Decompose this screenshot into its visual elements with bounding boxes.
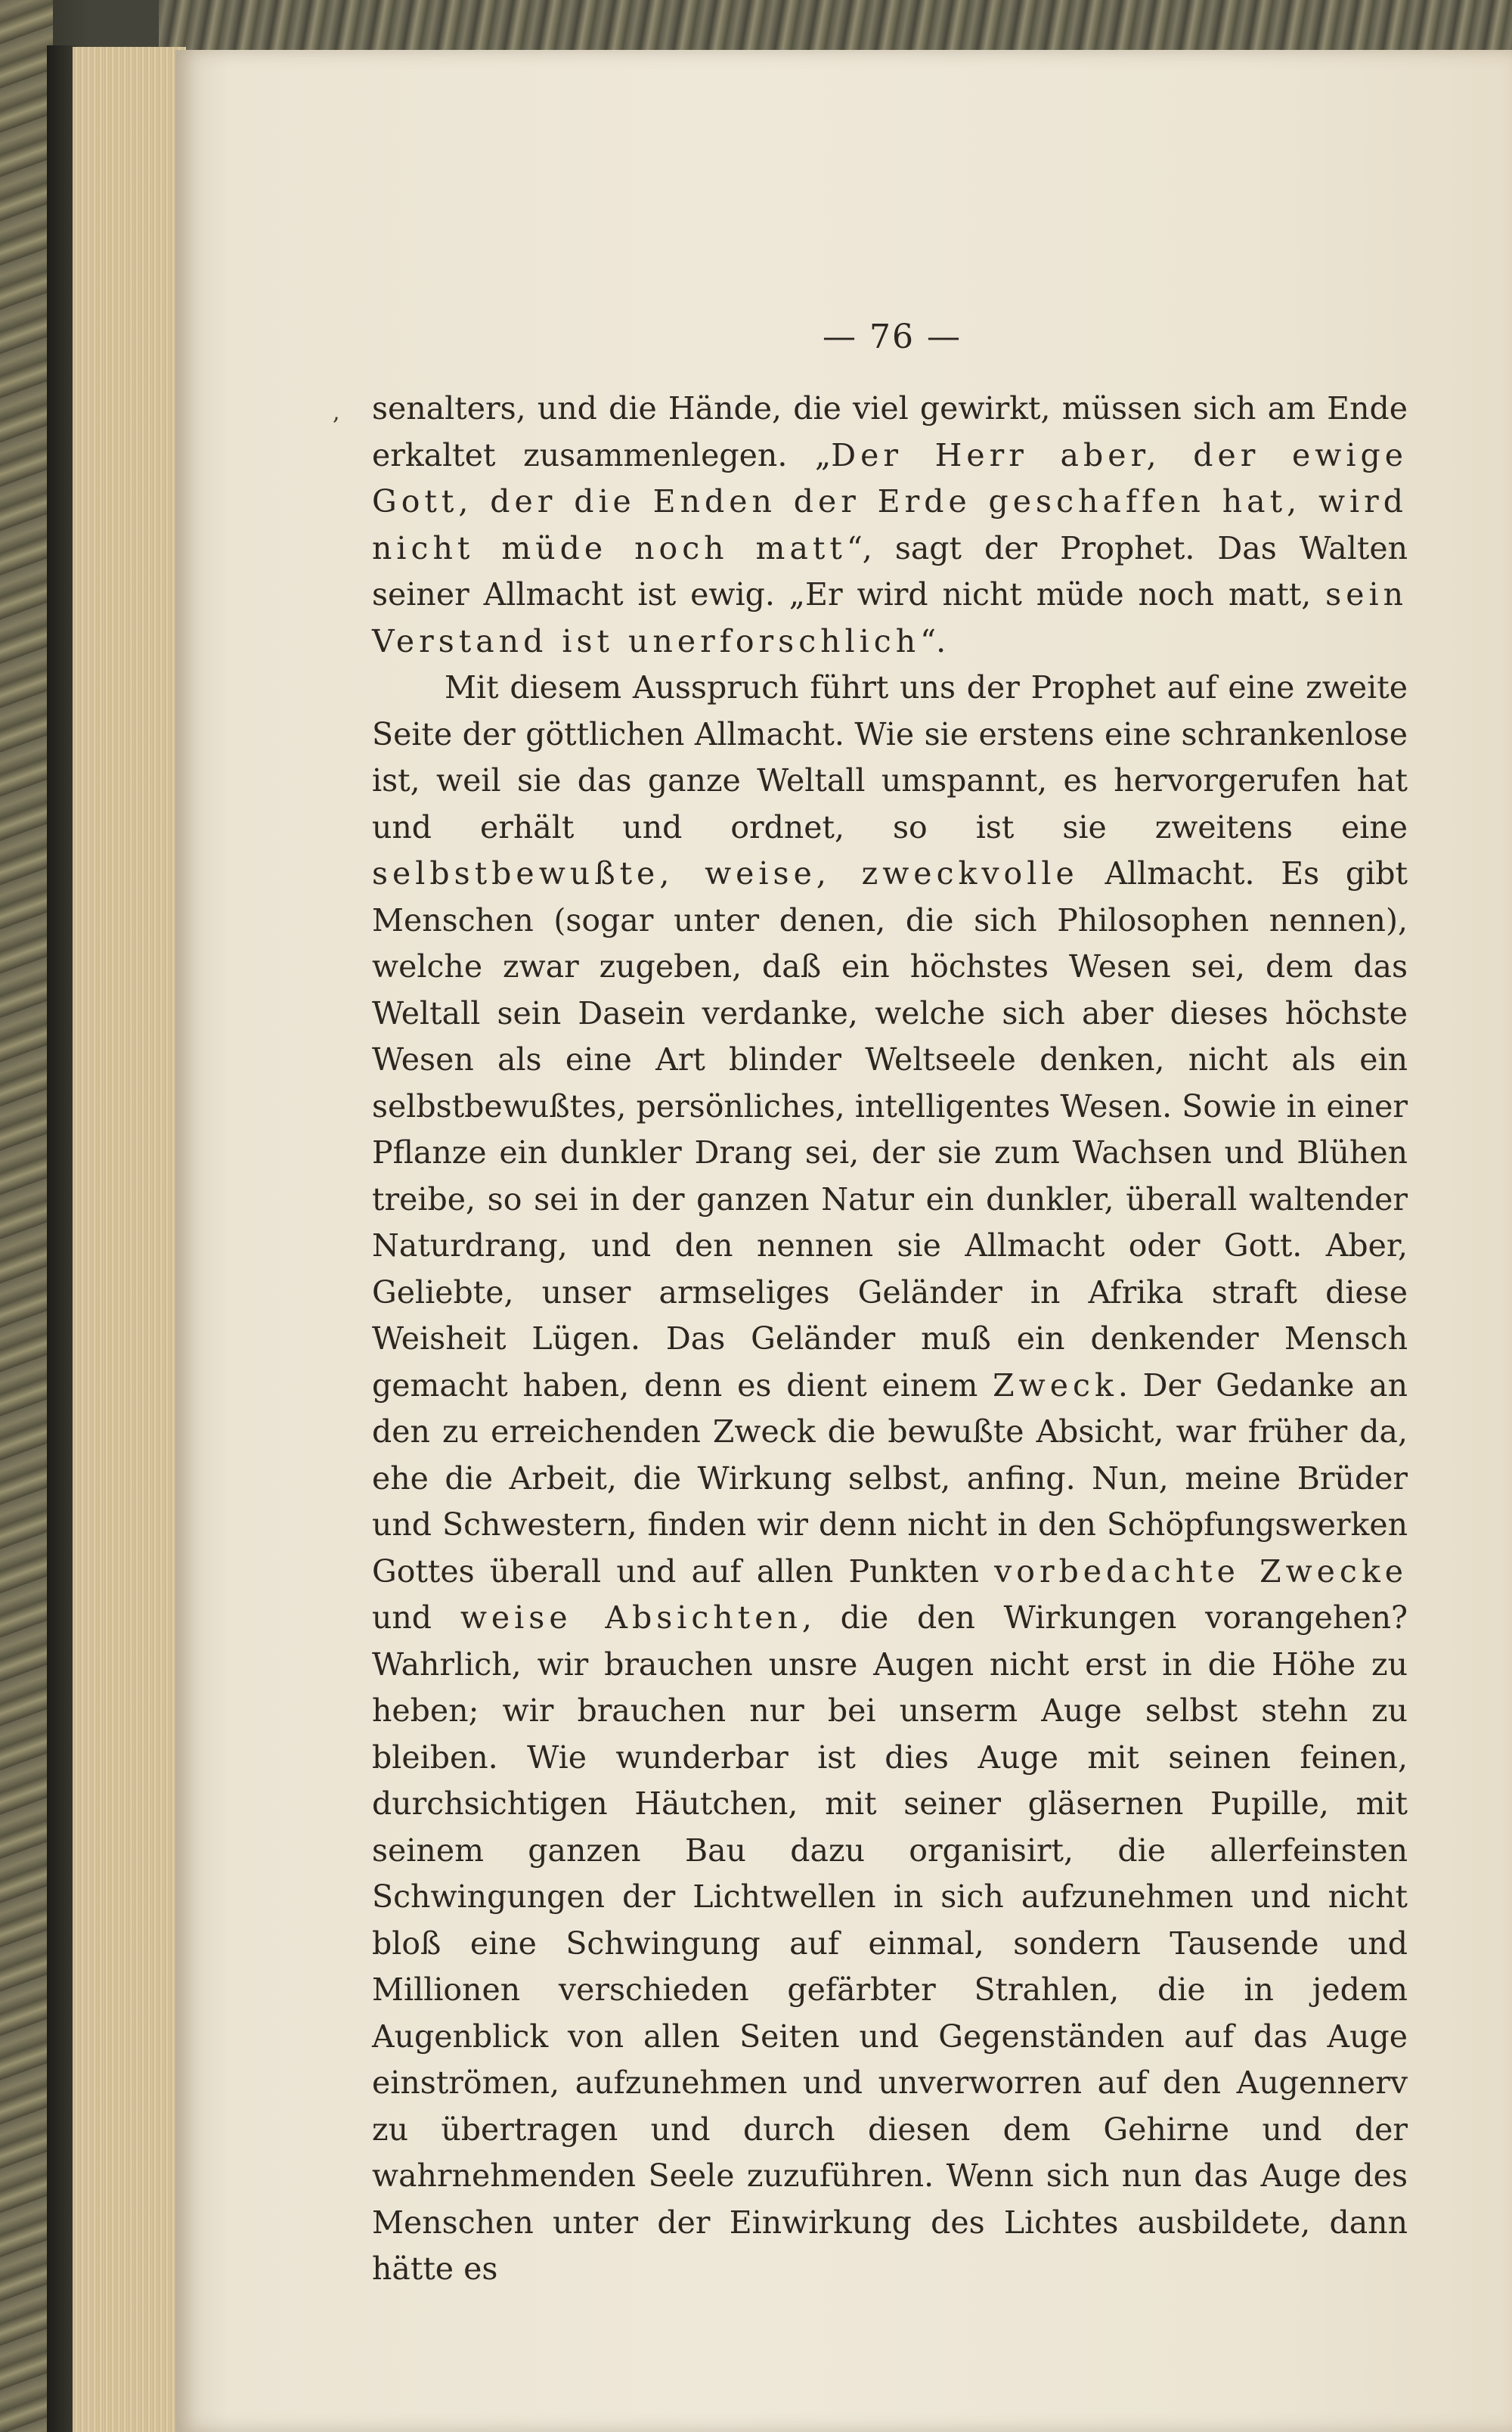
text-segment: Mit diesem Ausspruch führt uns der Prophet auf eine zweite Seite der göttlichen Allmacht. Wie sie erstens eine schrankenlose ist, weil sie das ganze Weltall umspannt, es hervorgerufen hat und erhält und ordnet, so ist sie zweitens eine [372,669,1408,845]
text-segment: “. [920,622,947,659]
text-segment: senalters, und die Hände, die viel gewirkt, müssen sich am Ende erkaltet zusammenlegen. „ [372,390,1408,473]
page-number: — 76 — [823,318,962,356]
text-segment: Allmacht. Es gibt Menschen (sogar unter denen, die sich Philosophen nennen), welche zwar zugeben, daß ein höchstes Wesen sei, dem das Weltall sein Dasein verdanke, welche sich aber dieses höchste Wesen als eine Art blinder Weltseele denken, nicht als ein selbstbewußtes, persönliches, intelligentes Wesen. Sowie in einer Pflanze ein dunkler Drang sei, der sie zum Wachsen und Blühen treibe, so sei in der ganzen Natur ein dunkler, überall waltender Naturdrang, und den nennen sie Allmacht oder Gott. Aber, Geliebte, unser armseliges Geländer in Afrika straft diese Weisheit Lügen. Das Geländer muß ein denkender Mensch gemacht haben, denn es dient einem [372,855,1408,1404]
body-text [372,386,1408,2293]
margin-mark: , [333,399,340,426]
text-segment: “, sagt der Prophet. Das Walten seiner Allmacht ist ewig. „Er wird nicht müde noch matt, [372,529,1408,613]
emphasized-text: Der Herr aber, der ewige Gott, der die Enden der Erde geschaffen hat, wird nicht müde noch matt [372,436,1408,566]
text-segment: , die den Wirkungen vorangehen? Wahrlich, wir brauchen unsre Augen nicht erst in die Höhe zu heben; wir brauchen nur bei unserm Auge selbst stehn zu bleiben. Wie wunderbar ist dies Auge mit seinen feinen, durchsichtigen Häutchen, mit seiner gläsernen Pupille, mit seinem ganzen Bau dazu organisirt, die allerfeinsten Schwingungen der Lichtwellen in sich aufzunehmen und nicht bloß eine Schwingung auf einmal, sondern Tausende und Millionen verschieden gefärbter Strahlen, die in jedem Augenblick von allen Seiten und Gegenständen auf das Auge einströmen, aufzunehmen und unverworren auf den Augennerv zu übertragen und durch diesen dem Gehirne und der wahrnehmenden Seele zuzuführen. Wenn sich nun das Auge des Menschen unter der Einwirkung des Lichtes ausbildete, dann hätte es [372,1599,1408,2287]
paragraph-1 [372,386,1408,665]
text-segment: und [372,1599,460,1636]
emphasized-text: Zweck [993,1366,1118,1404]
emphasized-text: sein Verstand ist unerforschlich [372,576,1408,659]
paragraph-2 [372,665,1408,2293]
page-stack-edges [73,47,186,2432]
marbled-cover-left [0,0,53,2432]
emphasized-text: weise Absichten [460,1599,802,1636]
emphasized-text: vorbedachte Zwecke [994,1553,1408,1590]
text-segment: . Der Gedanke an den zu erreichenden Zweck die bewußte Absicht, war früher da, ehe die Arbeit, die Wirkung selbst, anfing. Nun, meine Brüder und Schwestern, finden wir denn nicht in den Schöpfungswerken Gottes überall und auf allen Punkten [372,1366,1408,1590]
emphasized-text: selbstbewußte, weise, zweckvolle [372,855,1079,892]
